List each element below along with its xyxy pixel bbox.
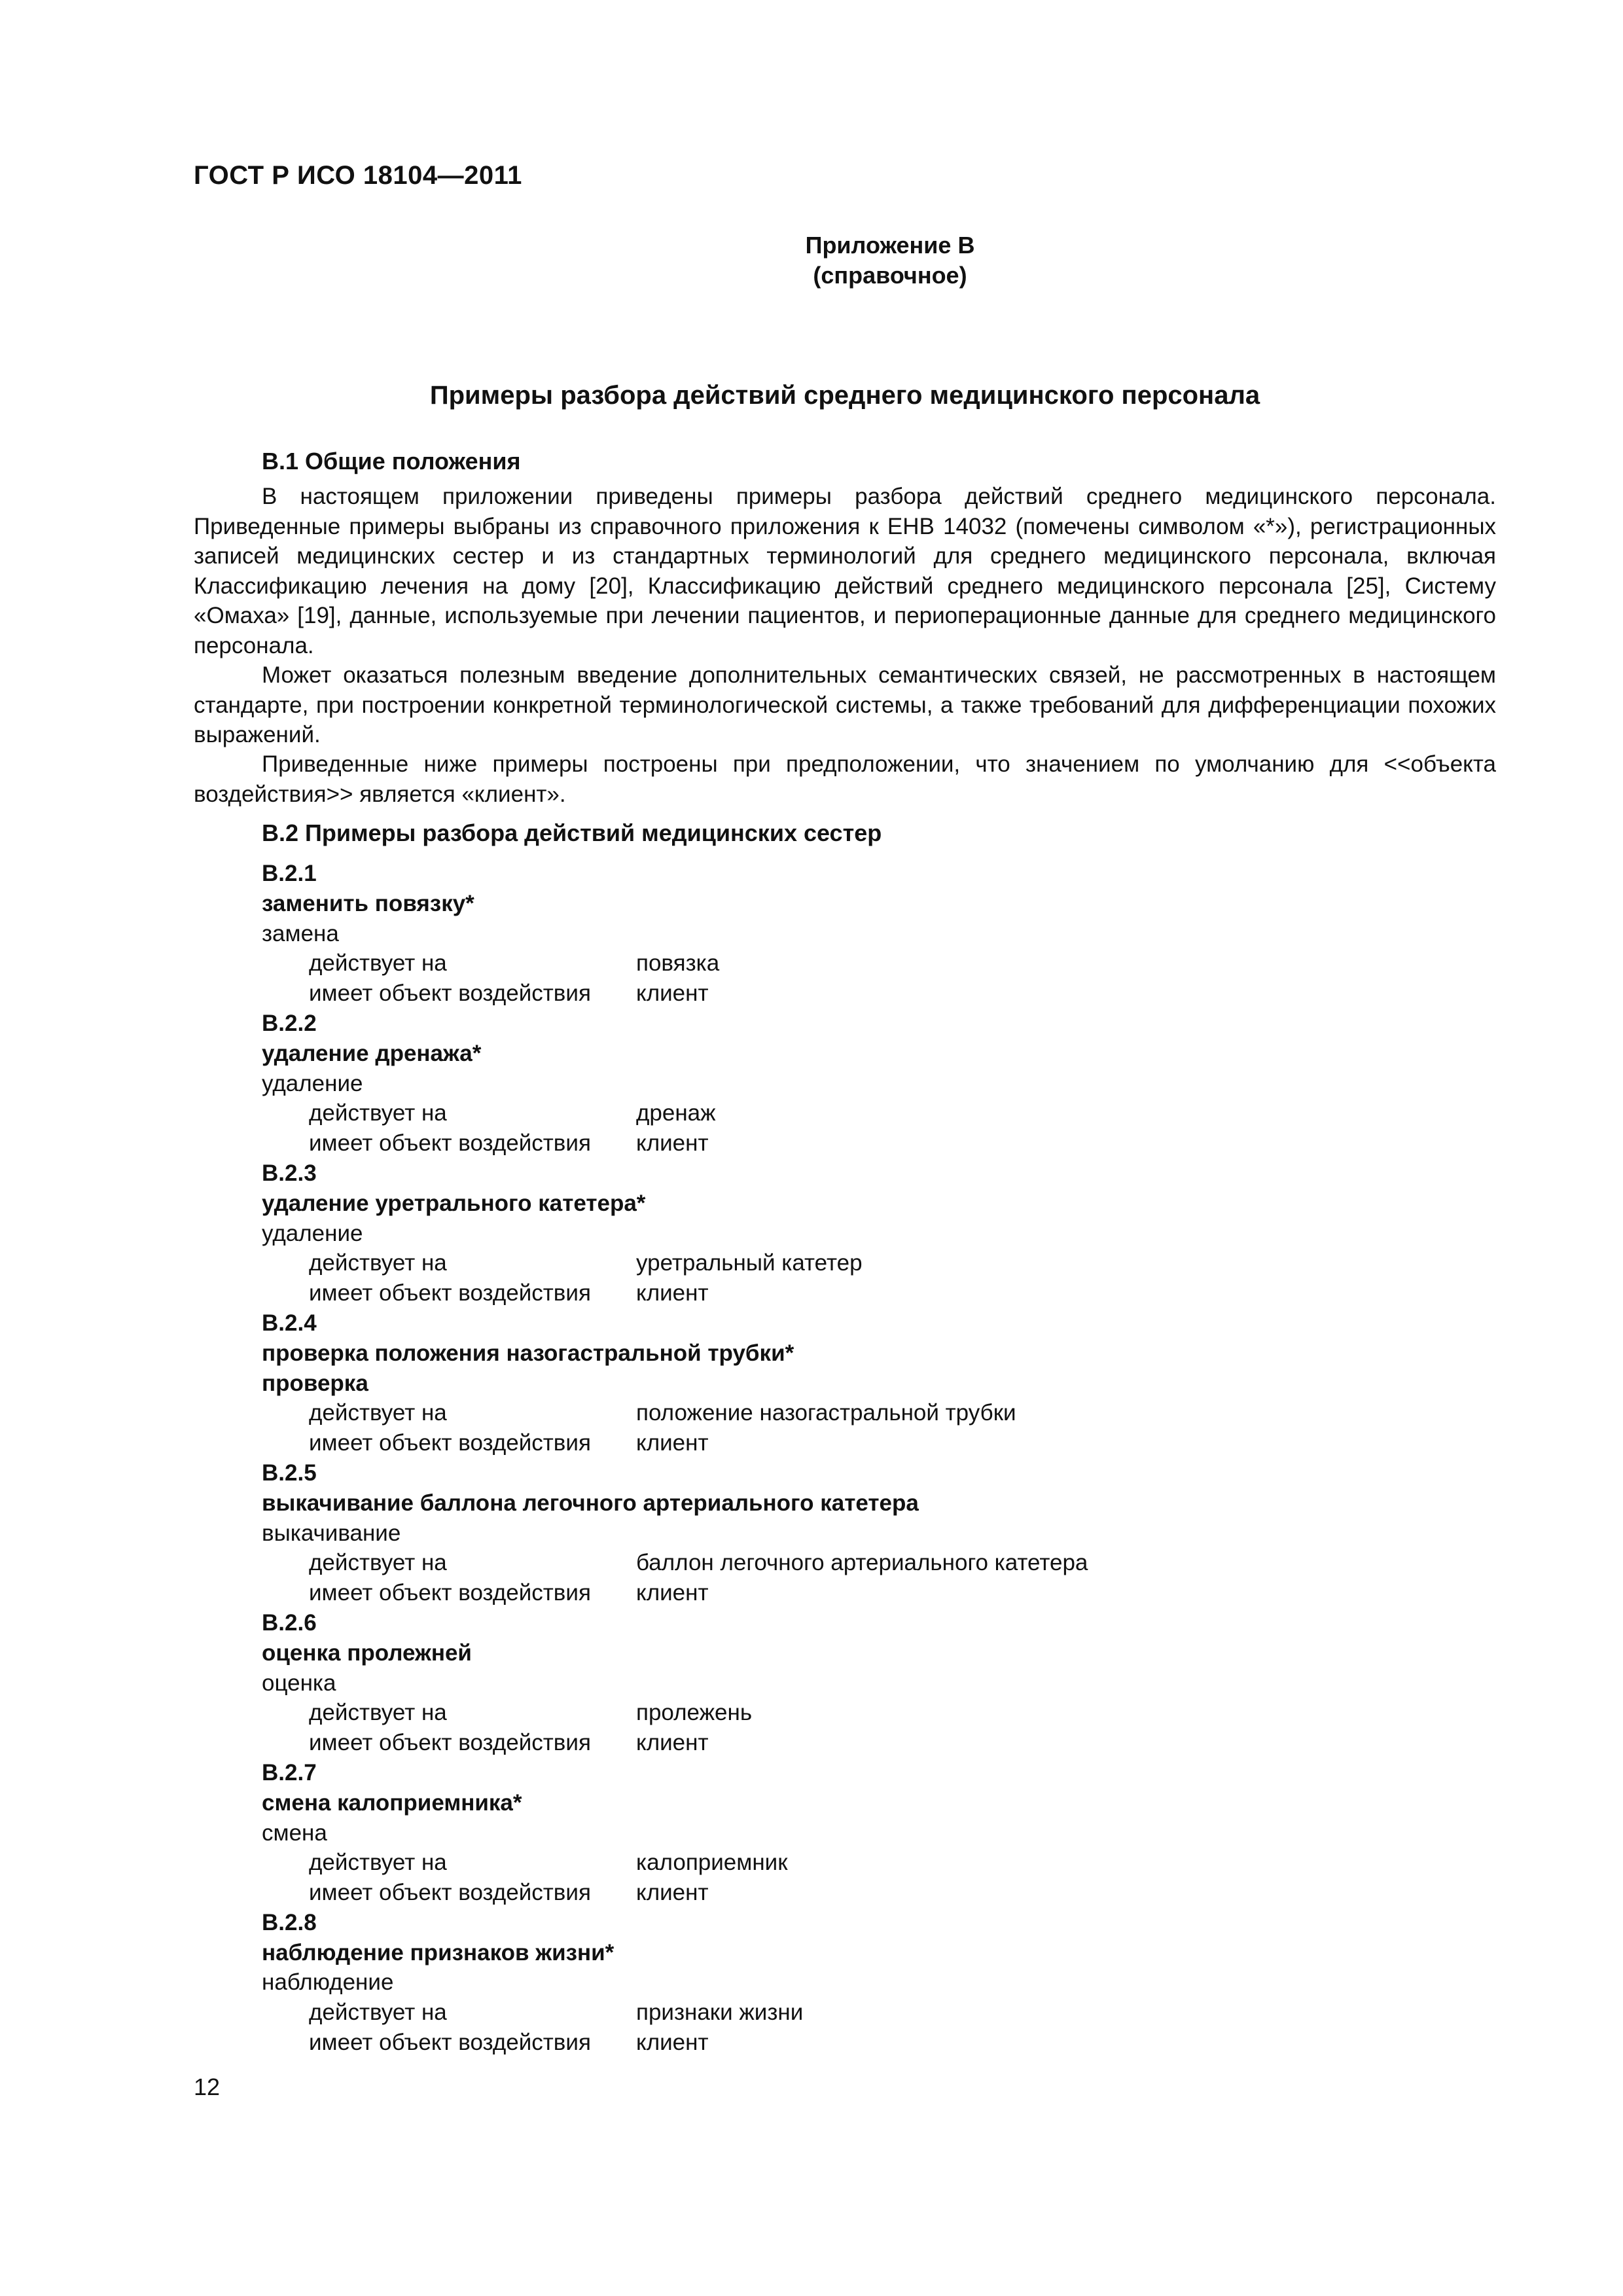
example-block [262, 1158, 1440, 1308]
example-title: удаление дренажа* [262, 1040, 482, 1066]
example-title: проверка положения назогастральной трубки* [262, 1340, 794, 1366]
relation-value: клиент [636, 980, 709, 1007]
page-number: 12 [194, 2073, 221, 2100]
relation-label: имеет объект воздействия [309, 1730, 591, 1756]
example-action: удаление [262, 1070, 363, 1096]
relation-label: действует на [309, 950, 447, 977]
relation-value: положение назогастральной трубки [636, 1400, 1016, 1426]
section-b2-heading: В.2 Примеры разбора действий медицинских сестер [262, 819, 882, 846]
recipient-row [262, 1278, 1440, 1308]
recipient-row [262, 1128, 1440, 1158]
relation-label: имеет объект воздействия [309, 1580, 591, 1606]
relation-value: повязка [636, 950, 720, 977]
example-title: оценка пролежней [262, 1640, 472, 1666]
example-block [262, 859, 1440, 1009]
relation-label: имеет объект воздействия [309, 1430, 591, 1456]
acts-on-row [262, 1698, 1440, 1728]
acts-on-row [262, 948, 1440, 978]
acts-on-row [262, 1848, 1440, 1878]
example-title: удаление уретрального катетера* [262, 1190, 646, 1216]
relation-label: действует на [309, 1700, 447, 1726]
example-block [262, 1009, 1440, 1158]
example-title: заменить повязку* [262, 890, 474, 916]
acts-on-row [262, 1248, 1440, 1278]
examples-list [262, 859, 1440, 2058]
example-action: замена [262, 920, 339, 946]
example-action: смена [262, 1820, 327, 1846]
relation-value: калоприемник [636, 1850, 788, 1876]
relation-value: баллон легочного артериального катетера [636, 1550, 1088, 1576]
example-action: выкачивание [262, 1520, 401, 1546]
example-number: В.2.8 [262, 1909, 317, 1935]
example-number: В.2.3 [262, 1160, 317, 1186]
acts-on-row [262, 1548, 1440, 1578]
standard-designation: ГОСТ Р ИСО 18104—2011 [194, 161, 522, 190]
example-number: В.2.1 [262, 861, 317, 886]
relation-value: клиент [636, 1730, 709, 1756]
acts-on-row [262, 1398, 1440, 1428]
example-number: В.2.2 [262, 1010, 317, 1036]
relation-label: имеет объект воздействия [309, 1280, 591, 1306]
relation-label: действует на [309, 1100, 447, 1126]
relation-value: дренаж [636, 1100, 716, 1126]
relation-label: имеет объект воздействия [309, 2030, 591, 2056]
appendix-label: Приложение В [805, 232, 975, 259]
example-action: наблюдение [262, 1969, 394, 1996]
example-number: В.2.4 [262, 1310, 317, 1336]
relation-value: клиент [636, 1430, 709, 1456]
recipient-row [262, 978, 1440, 1009]
appendix-heading [733, 230, 1047, 291]
example-number: В.2.7 [262, 1759, 317, 1785]
relation-value: клиент [636, 2030, 709, 2056]
relation-label: действует на [309, 2000, 447, 2026]
example-block [262, 1608, 1440, 1758]
relation-value: пролежень [636, 1700, 753, 1726]
section-b1-paragraph: Приведенные ниже примеры построены при предположении, что значением по умолчанию для <<объекта воздействия>> является «клиент». [194, 751, 1496, 807]
relation-label: имеет объект воздействия [309, 1130, 591, 1157]
example-title: выкачивание баллона легочного артериального катетера [262, 1490, 919, 1516]
relation-value: уретральный катетер [636, 1250, 863, 1276]
recipient-row [262, 2028, 1440, 2058]
acts-on-row [262, 1998, 1440, 2028]
example-title: наблюдение признаков жизни* [262, 1939, 615, 1965]
acts-on-row [262, 1098, 1440, 1128]
page-title: Примеры разбора действий среднего медицинского персонала [429, 381, 1260, 410]
example-title: смена калоприемника* [262, 1789, 522, 1816]
relation-label: действует на [309, 1250, 447, 1276]
recipient-row [262, 1878, 1440, 1908]
relation-label: имеет объект воздействия [309, 1880, 591, 1906]
recipient-row [262, 1728, 1440, 1758]
relation-value: клиент [636, 1280, 709, 1306]
example-block [262, 1758, 1440, 1908]
relation-value: клиент [636, 1880, 709, 1906]
example-number: В.2.6 [262, 1609, 317, 1636]
relation-value: признаки жизни [636, 2000, 804, 2026]
appendix-status: (справочное) [813, 262, 967, 289]
section-b1-paragraph: Может оказаться полезным введение дополнительных семантических связей, не рассмотренных в настоящем стандарте, при построении конкретной терминологической системы, а также требований для дифференциации похожих выражений. [194, 662, 1496, 747]
relation-label: действует на [309, 1400, 447, 1426]
relation-label: имеет объект воздействия [309, 980, 591, 1007]
relation-label: действует на [309, 1550, 447, 1576]
section-b1-paragraph: В настоящем приложении приведены примеры разбора действий среднего медицинского персонала. Приведенные примеры выбраны из справочного приложения к ЕНВ 14032 (помечены символом «*»), регистрационных записей медицинских сестер и из стандартных терминологий для среднего медицинского персонала, включая Классификацию лечения на дому [20], Классификацию действий среднего медицинского персонала [25], Систему «Омаха» [19], данные, используемые при лечении пациентов, и периоперационные данные для среднего медицинского персонала. [194, 484, 1496, 658]
recipient-row [262, 1578, 1440, 1608]
example-action: удаление [262, 1220, 363, 1246]
relation-value: клиент [636, 1130, 709, 1157]
example-block [262, 1908, 1440, 2058]
section-b1-heading: В.1 Общие положения [262, 448, 521, 475]
relation-value: клиент [636, 1580, 709, 1606]
example-action: оценка [262, 1670, 336, 1696]
example-block [262, 1458, 1440, 1608]
example-number: В.2.5 [262, 1460, 317, 1486]
example-block [262, 1308, 1440, 1458]
relation-label: действует на [309, 1850, 447, 1876]
example-action: проверка [262, 1370, 368, 1396]
recipient-row [262, 1428, 1440, 1458]
